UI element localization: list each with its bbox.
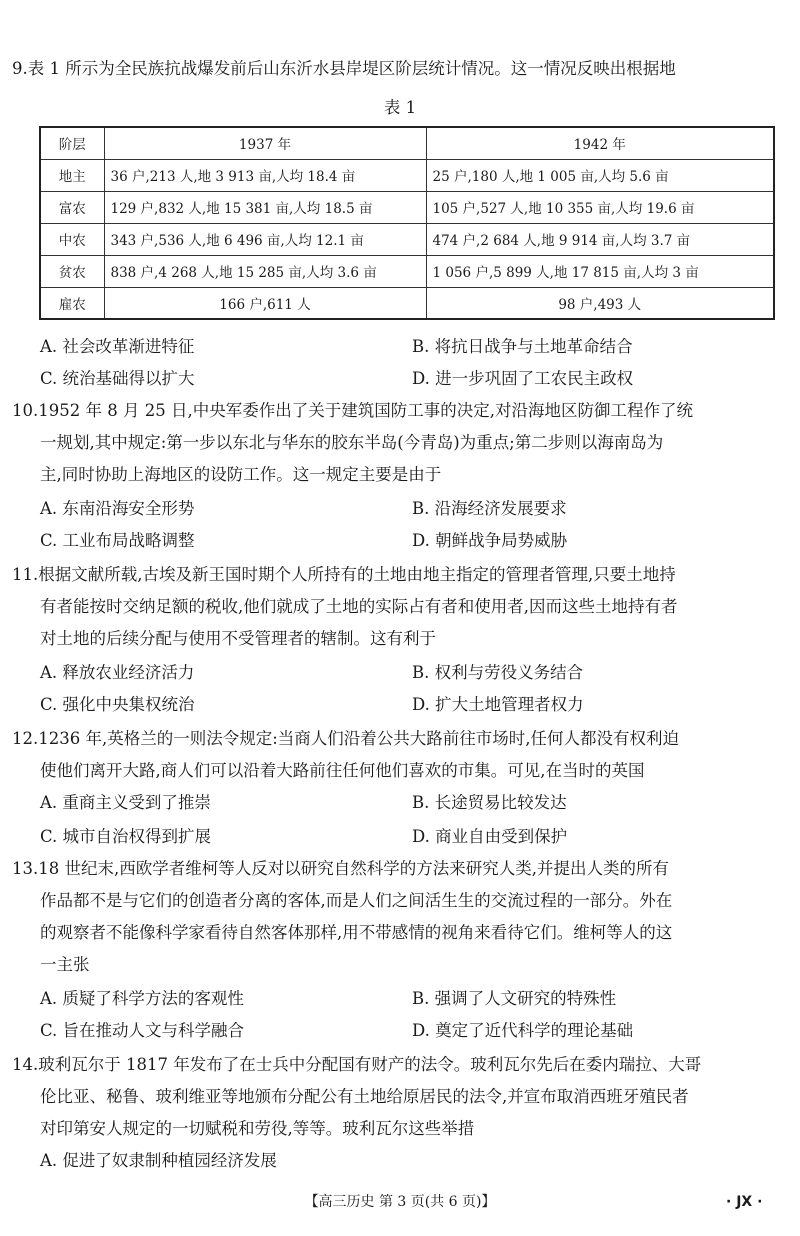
cell-1942: 474 户,2 684 人,地 9 914 亩,人均 3.7 亩 xyxy=(426,223,774,255)
edition-code: · JX · xyxy=(726,1194,763,1210)
row-label: 贫农 xyxy=(40,255,104,287)
q14-stem-line-2: 伦比亚、秘鲁、玻利维亚等地颁布分配公有土地给原居民的法令,并宣布取消西班牙殖民者 xyxy=(40,1087,689,1106)
table-caption: 表 1 xyxy=(383,98,417,117)
cell-1942: 25 户,180 人,地 1 005 亩,人均 5.6 亩 xyxy=(426,159,774,191)
page-number-label: 【高三历史 第 3 页(共 6 页)】 xyxy=(304,1194,496,1210)
q13-option-b[interactable]: B. 强调了人文研究的特殊性 xyxy=(412,989,617,1008)
q12-option-c[interactable]: C. 城市自治权得到扩展 xyxy=(40,827,212,846)
q11-stem-line-2: 有者能按时交纳足额的税收,他们就成了土地的实际占有者和使用者,因而这些土地持有者 xyxy=(40,597,678,616)
header-1942: 1942 年 xyxy=(426,127,774,159)
table-row xyxy=(40,255,774,287)
table-header-row xyxy=(40,127,774,159)
table-row xyxy=(40,159,774,191)
q12-option-b[interactable]: B. 长途贸易比较发达 xyxy=(412,793,567,812)
q14-stem-line-1: 14.玻利瓦尔于 1817 年发布了在士兵中分配国有财产的法令。玻利瓦尔先后在委内瑞拉、大哥 xyxy=(12,1055,702,1074)
q12-option-d[interactable]: D. 商业自由受到保护 xyxy=(412,827,568,846)
q11-option-b[interactable]: B. 权利与劳役义务结合 xyxy=(412,663,584,682)
row-label: 中农 xyxy=(40,223,104,255)
cell-1942: 98 户,493 人 xyxy=(426,287,774,319)
cell-1937: 36 户,213 人,地 3 913 亩,人均 18.4 亩 xyxy=(104,159,426,191)
q11-option-a[interactable]: A. 释放农业经济活力 xyxy=(40,663,195,682)
q9-option-a[interactable]: A. 社会改革渐进特征 xyxy=(40,337,195,356)
table-row xyxy=(40,223,774,255)
q13-option-a[interactable]: A. 质疑了科学方法的客观性 xyxy=(40,989,244,1008)
q11-stem-line-1: 11.根据文献所载,古埃及新王国时期个人所持有的土地由地主指定的管理者管理,只要土地持 xyxy=(12,565,676,584)
q10-option-d[interactable]: D. 朝鲜战争局势威胁 xyxy=(412,531,568,550)
q9-option-b[interactable]: B. 将抗日战争与土地革命结合 xyxy=(412,337,633,356)
q9-stem-line-1: 9.表 1 所示为全民族抗战爆发前后山东沂水县岸堤区阶层统计情况。这一情况反映出根据地 xyxy=(12,59,676,78)
cell-1937: 129 户,832 人,地 15 381 亩,人均 18.5 亩 xyxy=(104,191,426,223)
q10-option-c[interactable]: C. 工业布局战略调整 xyxy=(40,531,195,550)
q10-stem-line-2: 一规划,其中规定:第一步以东北与华东的胶东半岛(今青岛)为重点;第二步则以海南岛为 xyxy=(40,433,664,452)
q14-option-a[interactable]: A. 促进了奴隶制种植园经济发展 xyxy=(40,1151,277,1170)
q9-option-c[interactable]: C. 统治基础得以扩大 xyxy=(40,369,195,388)
row-label: 雇农 xyxy=(40,287,104,319)
q9-option-d[interactable]: D. 进一步巩固了工农民主政权 xyxy=(412,369,634,388)
q11-stem-line-3: 对土地的后续分配与使用不受管理者的辖制。这有利于 xyxy=(40,629,436,648)
q13-stem-line-1: 13.18 世纪末,西欧学者维柯等人反对以研究自然科学的方法来研究人类,并提出人类的所有 xyxy=(12,859,669,878)
table-row xyxy=(40,287,774,319)
q10-stem-line-1: 10.1952 年 8 月 25 日,中央军委作出了关于建筑国防工事的决定,对沿海地区防御工程作了统 xyxy=(12,401,693,420)
row-label: 富农 xyxy=(40,191,104,223)
row-label: 地主 xyxy=(40,159,104,191)
cell-1942: 105 户,527 人,地 10 355 亩,人均 19.6 亩 xyxy=(426,191,774,223)
stratum-table xyxy=(39,126,775,320)
cell-1937: 838 户,4 268 人,地 15 285 亩,人均 3.6 亩 xyxy=(104,255,426,287)
table-row xyxy=(40,191,774,223)
header-1937: 1937 年 xyxy=(104,127,426,159)
q14-stem-line-3: 对印第安人规定的一切赋税和劳役,等等。玻利瓦尔这些举措 xyxy=(40,1119,475,1138)
q11-option-d[interactable]: D. 扩大土地管理者权力 xyxy=(412,695,584,714)
q10-stem-line-3: 主,同时协助上海地区的设防工作。这一规定主要是由于 xyxy=(40,465,442,484)
q11-option-c[interactable]: C. 强化中央集权统治 xyxy=(40,695,195,714)
q12-stem-line-2: 使他们离开大路,商人们可以沿着大路前往任何他们喜欢的市集。可见,在当时的英国 xyxy=(40,761,645,780)
cell-1937: 343 户,536 人,地 6 496 亩,人均 12.1 亩 xyxy=(104,223,426,255)
q12-option-a[interactable]: A. 重商主义受到了推崇 xyxy=(40,793,211,812)
q13-option-c[interactable]: C. 旨在推动人文与科学融合 xyxy=(40,1021,245,1040)
header-stratum: 阶层 xyxy=(40,127,104,159)
q13-stem-line-2: 作品都不是与它们的创造者分离的客体,而是人们之间活生生的交流过程的一部分。外在 xyxy=(40,891,673,910)
cell-1942: 1 056 户,5 899 人,地 17 815 亩,人均 3 亩 xyxy=(426,255,774,287)
q10-option-a[interactable]: A. 东南沿海安全形势 xyxy=(40,499,195,518)
cell-1937: 166 户,611 人 xyxy=(104,287,426,319)
q13-stem-line-3: 的观察者不能像科学家看待自然客体那样,用不带感情的视角来看待它们。维柯等人的这 xyxy=(40,923,673,942)
q13-stem-line-4: 一主张 xyxy=(40,955,90,974)
q10-option-b[interactable]: B. 沿海经济发展要求 xyxy=(412,499,567,518)
q12-stem-line-1: 12.1236 年,英格兰的一则法令规定:当商人们沿着公共大路前往市场时,任何人都没有权利迫 xyxy=(12,729,680,748)
q13-option-d[interactable]: D. 奠定了近代科学的理论基础 xyxy=(412,1021,634,1040)
